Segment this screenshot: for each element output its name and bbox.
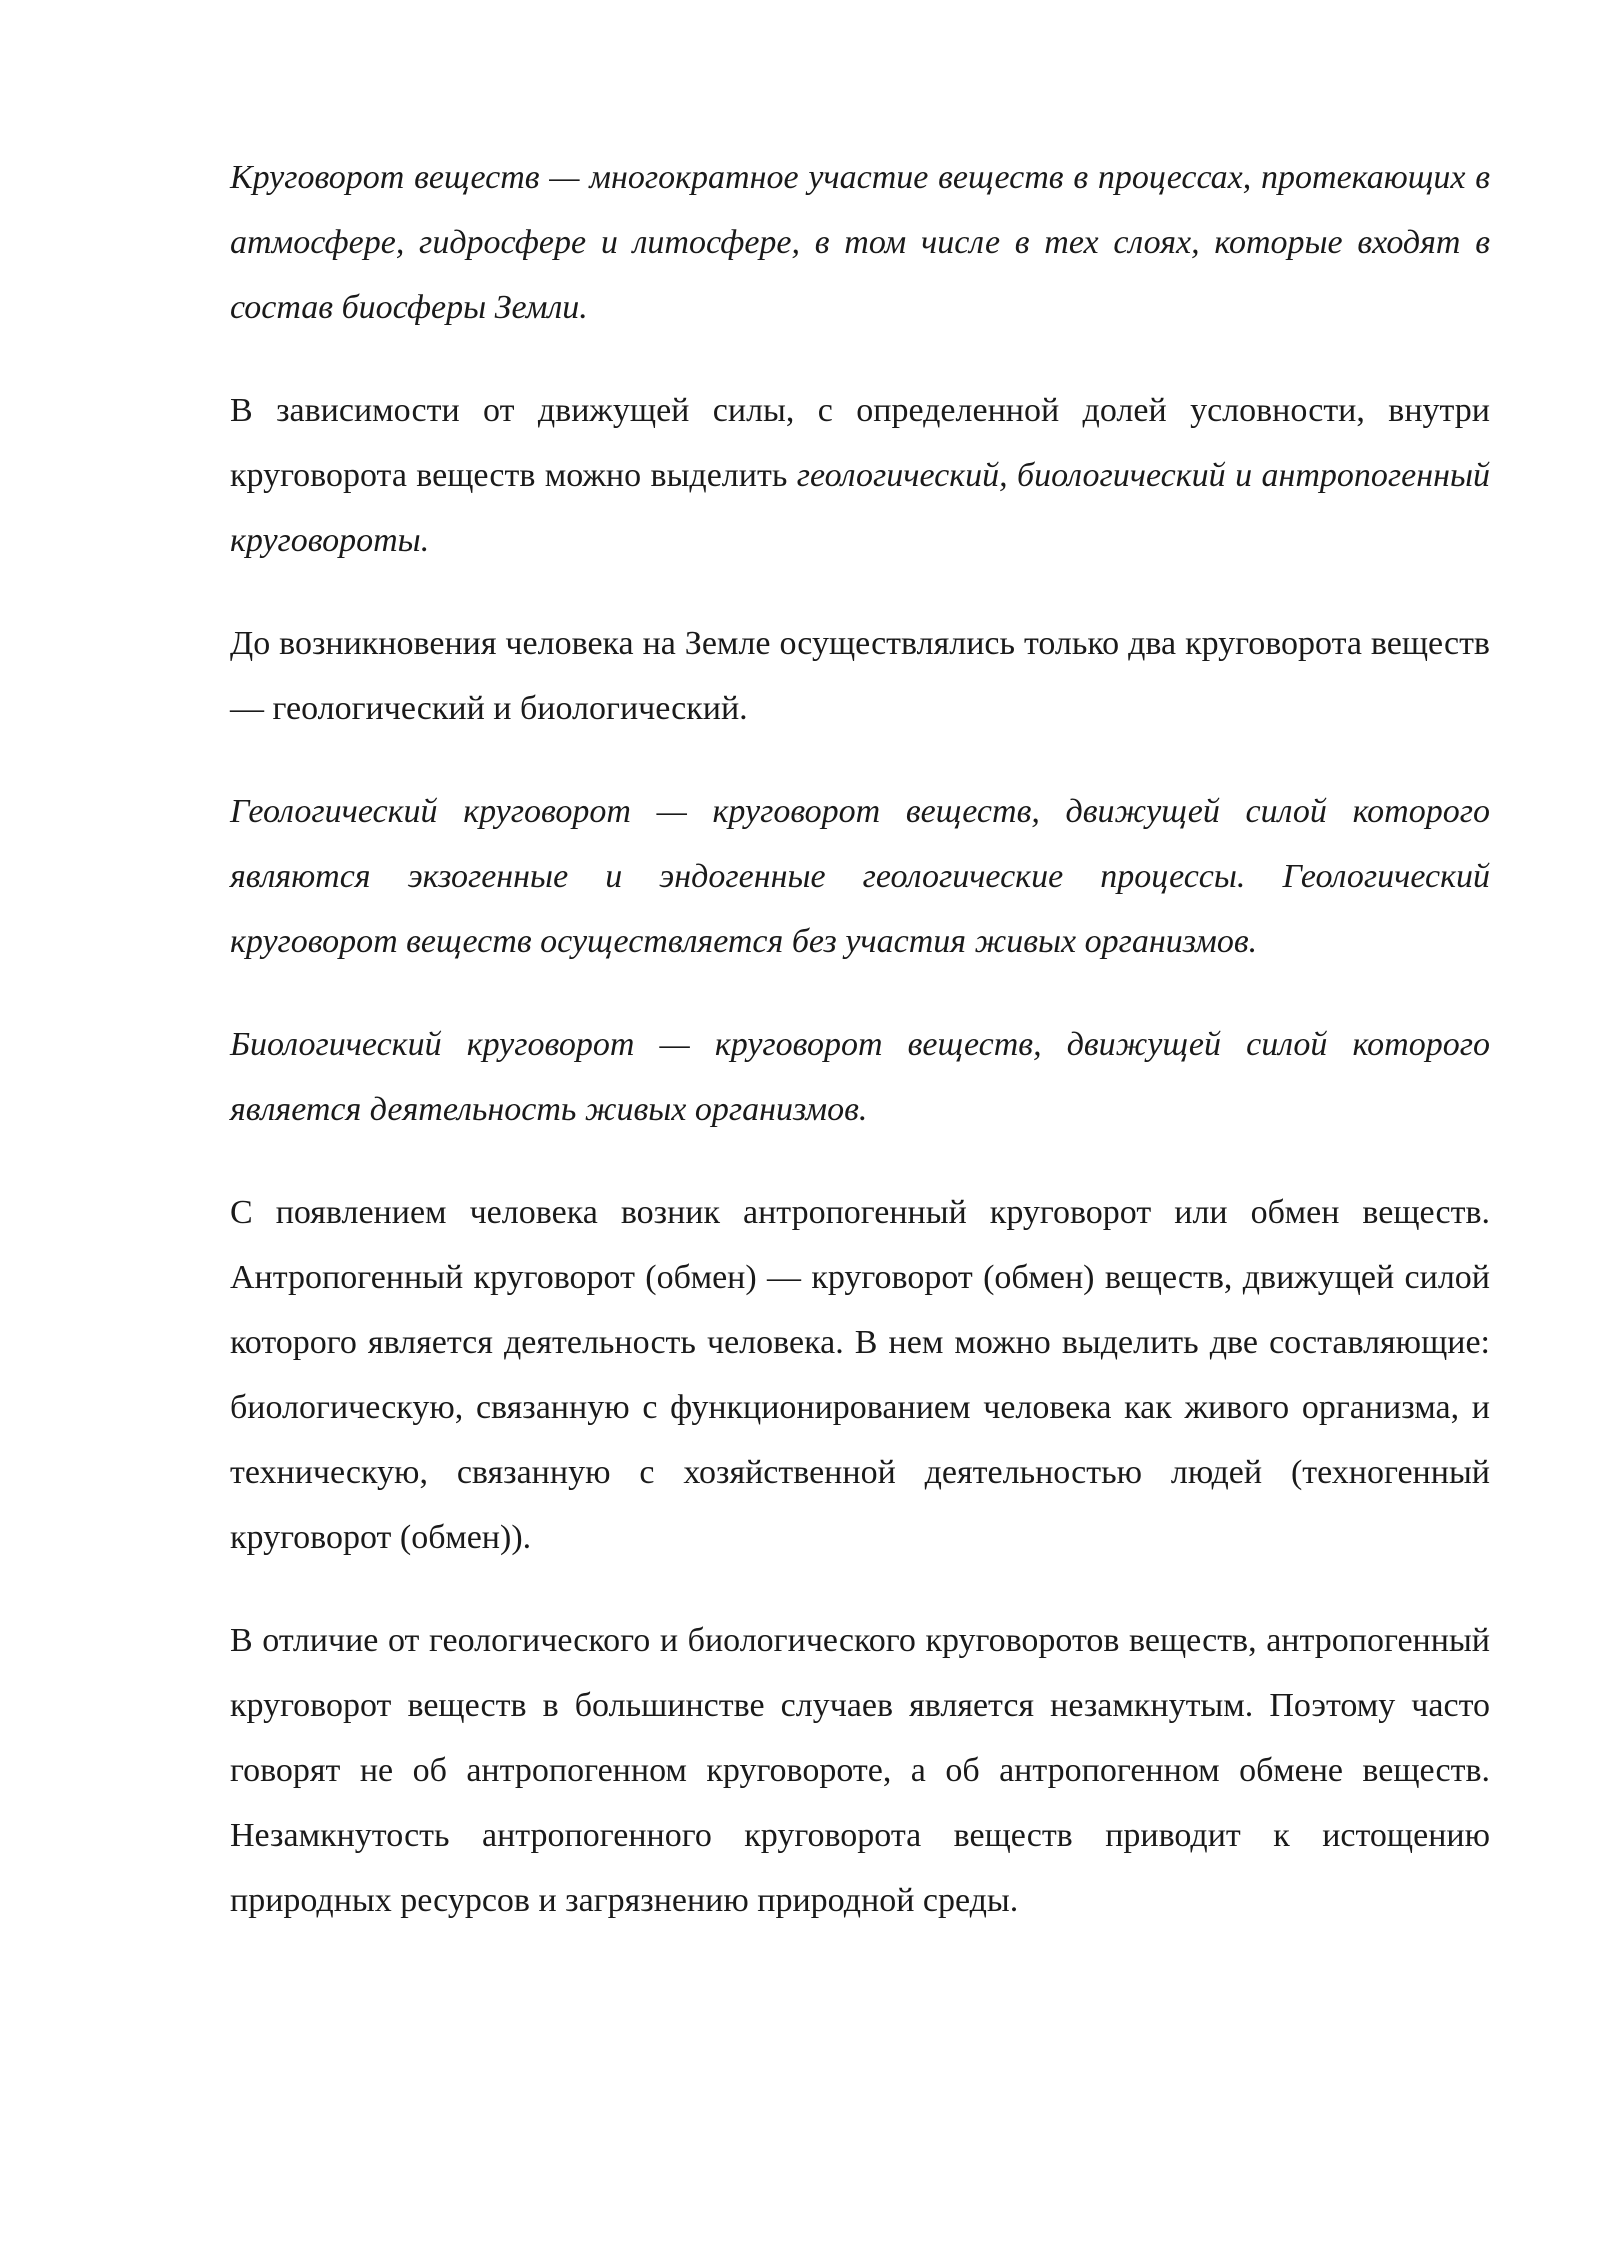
body-text: До возникновения человека на Земле осуществлялись только два круговорота веществ — геологический и биологический.	[230, 625, 1490, 727]
body-text: С появлением человека возник антропогенный круговорот или обмен веществ. Антропогенный круговорот (обмен) — круговорот (обмен) веществ, движущей силой которого является деятельность человека. В нем можно выделить две составляющие: биологическую, связанную с функционированием человека как живого организма, и техническую, связанную с хозяйственной деятельностью людей (техногенный круговорот (обмен)).	[230, 1194, 1490, 1556]
paragraph-definition-cycle	[230, 145, 1490, 340]
document-page	[230, 145, 1490, 1971]
body-text: В зависимости от движущей силы, с определенной долей условности, внутри круговорота веществ можно выделить	[230, 392, 1490, 494]
definition-text: Геологический круговорот — круговорот веществ, движущей силой которого являются экзогенные и эндогенные геологические процессы. Геологический круговорот веществ осуществляется без участия живых организмов.	[230, 793, 1490, 960]
body-text: В отличие от геологического и биологического круговоротов веществ, антропогенный круговорот веществ в большинстве случаев является незамкнутым. Поэтому часто говорят не об антропогенном круговороте, а об антропогенном обмене веществ. Незамкнутость антропогенного круговорота веществ приводит к истощению природных ресурсов и загрязнению природной среды.	[230, 1622, 1490, 1919]
paragraph-open-cycle	[230, 1608, 1490, 1933]
paragraph-before-humans	[230, 611, 1490, 741]
paragraph-geological-cycle	[230, 779, 1490, 974]
paragraph-anthropogenic-cycle	[230, 1180, 1490, 1570]
definition-text: Биологический круговорот — круговорот веществ, движущей силой которого является деятельность живых организмов.	[230, 1026, 1490, 1128]
paragraph-biological-cycle	[230, 1012, 1490, 1142]
emphasis-text: геологический, биологический и антропогенный круговороты.	[230, 457, 1490, 559]
paragraph-cycle-types	[230, 378, 1490, 573]
definition-text: Круговорот веществ — многократное участие веществ в процессах, протекающих в атмосфере, гидросфере и литосфере, в том числе в тех слоях, которые входят в состав биосферы Земли.	[230, 159, 1490, 326]
